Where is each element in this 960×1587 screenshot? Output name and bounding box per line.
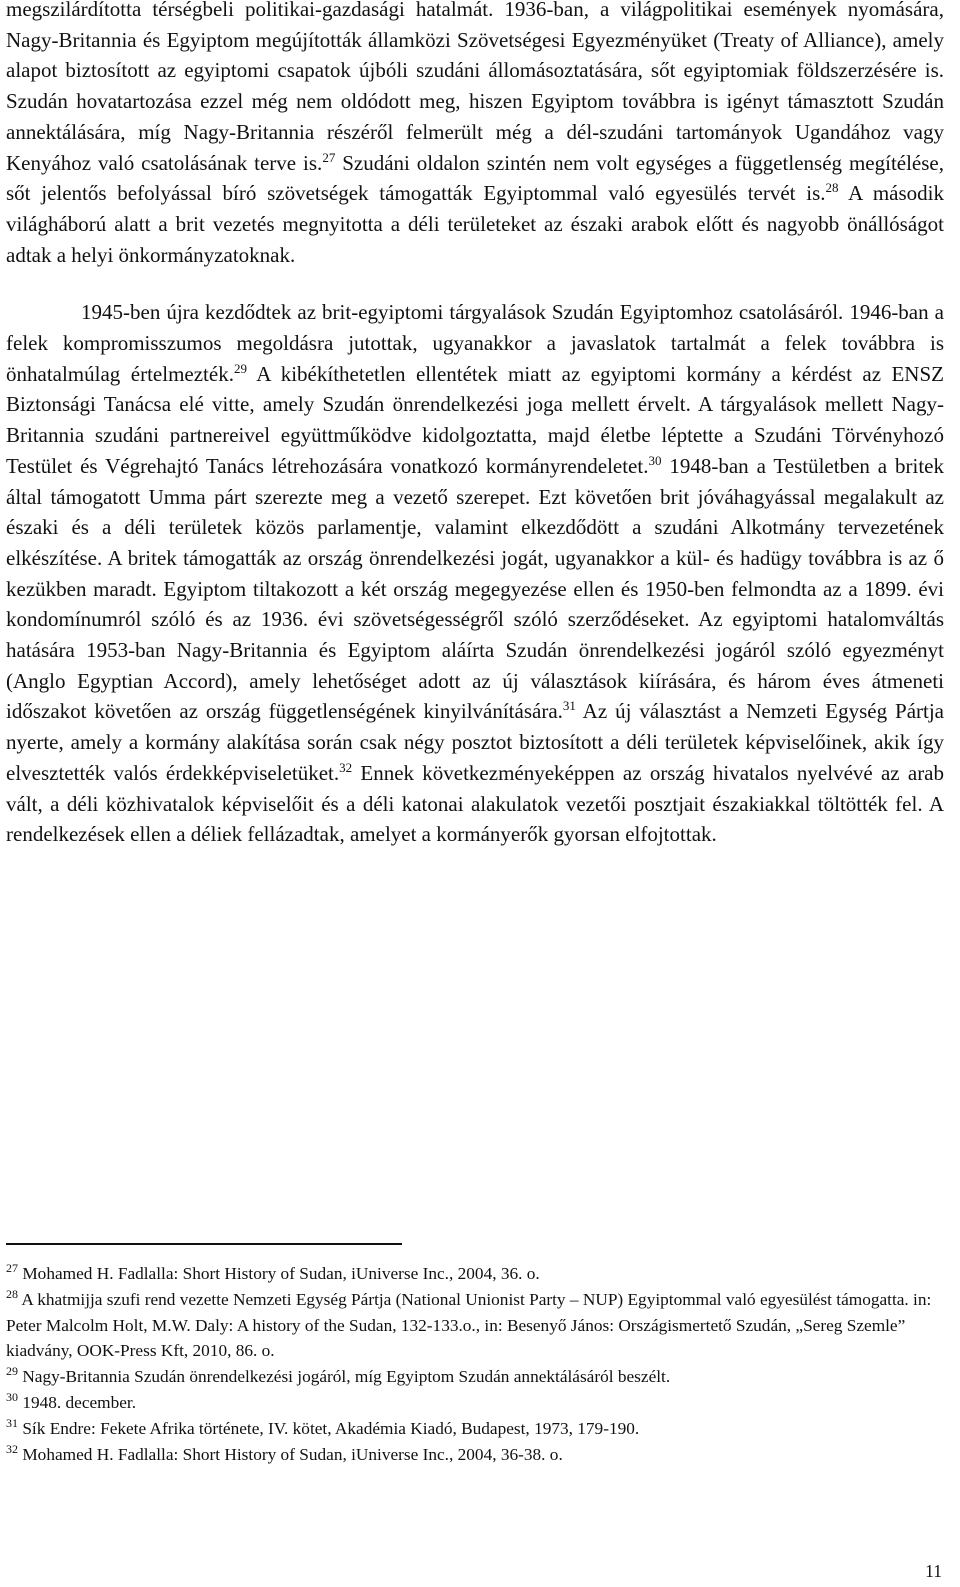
paragraph-1-text: megszilárdította térségbeli politikai-gazdasági hatalmát. 1936-ban, a világpolitikai események nyomására, Nagy-Britannia és Egyiptom megújították államközi Szövetségesi Egyezményüket (Treaty of Alliance), amely alapot biztosított az egyiptomi csapatok újbóli szudáni állomásoztatására, sőt egyiptomiak földszerzésére is. Szudán hovatartozása ezzel még nem oldódott meg, hiszen Egyiptom továbbra is igényt támasztott Szudán annektálására, míg Nagy-Britannia részéről felmerült még a dél-szudáni tartományok Ugandához vagy Kenyához való csatolásának terve is. (6, 0, 944, 175)
footnote-ref-32[interactable]: 32 (339, 759, 353, 775)
footnote-number: 27 (6, 1261, 18, 1276)
footnote-separator (6, 1243, 402, 1245)
paragraph-2-text: Az új választást a Nemzeti Egység Pártja nyerte, amely a kormány alakítása során csak négy posztot biztosított a déli területek képviselőinek, akik így elvesztették valós érdekképviseletüket. (6, 699, 944, 785)
footnote-number: 31 (6, 1416, 18, 1431)
footnote-number: 30 (6, 1390, 18, 1405)
footnote-text: Nagy-Britannia Szudán önrendelkezési jogáról, míg Egyiptom Szudán annektálásáról beszélt. (18, 1367, 671, 1387)
page-number: 11 (925, 1561, 942, 1581)
footnote-ref-30[interactable]: 30 (648, 452, 662, 468)
footnote-number: 28 (6, 1287, 18, 1302)
footnote-28 (6, 1287, 944, 1364)
paragraph-2-text: A kibékíthetetlen ellentétek miatt az egyiptomi kormány a kérdést az ENSZ Biztonsági Tanácsa elé vitte, amely Szudán önrendelkezési joga mellett érvelt. A tárgyalások mellett Nagy-Britannia szudáni partnereivel együttműködve kidolgoztatta, majd életbe léptette a Szudáni Törvényhozó Testület és Végrehajtó Tanács létrehozására vonatkozó kormányrendeletet. (6, 361, 944, 478)
footnote-text: Sík Endre: Fekete Afrika története, IV. kötet, Akadémia Kiadó, Budapest, 1973, 179-190. (18, 1418, 640, 1438)
footnote-text: Mohamed H. Fadlalla: Short History of Sudan, iUniverse Inc., 2004, 36. o. (18, 1264, 540, 1283)
footnotes (6, 1261, 944, 1467)
footnote-29 (6, 1364, 944, 1390)
footnote-number: 32 (6, 1441, 18, 1456)
footnote-ref-27[interactable]: 27 (322, 149, 336, 165)
footnote-text: A khatmijja szufi rend vezette Nemzeti Egység Pártja (National Unionist Party – NUP) Egyiptommal való egyesülést támogatta. in: Peter Malcolm Holt, M.W. Daly: A history of the Sudan, 132-133.o., in: Besenyő János: Országismertető Szudán, „Sereg Szemle” kiadvány, OOK-Press Kft, 2010, 86. o. (6, 1289, 932, 1361)
paragraph-1-text: A második világháború alatt a brit vezetés megnyitotta a déli területeket az északi arabok előtt és nagyobb önállóságot adtak a helyi önkormányzatoknak. (6, 181, 944, 267)
footnote-text: 1948. december. (18, 1392, 137, 1412)
footnote-32 (6, 1442, 944, 1468)
paragraph-2-text: Ennek következményeképpen az ország hivatalos nyelvévé az arab vált, a déli közhivatalok képviselőit és a déli katonai alakulatok vezetői posztjait északiakkal töltötték fel. A rendelkezések ellen a déliek fellázadtak, amelyet a kormányerők gyorsan elfojtottak. (6, 760, 945, 847)
body-paragraph-1 (6, 0, 944, 270)
paragraph-2-text: 1945-ben újra kezdődtek az brit-egyiptomi tárgyalások Szudán Egyiptomhoz csatolásáról. 1946-ban a felek kompromisszumos megoldásra jutottak, ugyanakkor a javaslatok tartalmát a felek továbbra is önhatalmúlag értelmezték. (6, 300, 944, 386)
footnote-ref-31[interactable]: 31 (562, 698, 576, 714)
paragraph-2-text: 1948-ban a Testületben a britek által támogatott Umma párt szerezte meg a vezető szerepet. Ezt követően brit jóváhagyással megalakult az északi és a déli területek közös parlamentje, valamint elkezdődött a szudáni Alkotmány tervezetének elkészítése. A britek támogatták az ország önrendelkezési jogát, ugyanakkor a kül- és hadügy továbbra is az ő kezükben maradt. Egyiptom tiltakozott a két ország megegyezése ellen és 1950-ben felmondta az a 1899. évi kondomínumról szóló és az 1936. évi szövetségességről szóló szerződéseket. Az egyiptomi hatalomváltás hatására 1953-ban Nagy-Britannia és Egyiptom aláírta Szudán önrendelkezési jogáról szóló egyezményt (Anglo Egyptian Accord), amely lehetőséget adott az új választások kiírására, és három éves átmeneti időszakot követően az ország függetlenségének kinyilvánítására. (6, 453, 944, 724)
footnote-27 (6, 1261, 944, 1287)
footnote-ref-29[interactable]: 29 (233, 360, 247, 376)
page-body (6, 0, 944, 850)
footnote-text: Mohamed H. Fadlalla: Short History of Sudan, iUniverse Inc., 2004, 36-38. o. (18, 1444, 563, 1464)
footnote-31 (6, 1416, 944, 1442)
footnote-30 (6, 1390, 944, 1416)
footnote-ref-28[interactable]: 28 (825, 180, 839, 196)
body-paragraph-2 (6, 297, 944, 850)
paragraph-1-text: Szudáni oldalon szintén nem volt egységes a függetlenség megítélése, sőt jelentős befolyással bíró szövetségek támogatták Egyiptommal való egyesülés tervét is. (6, 150, 944, 206)
footnote-number: 29 (6, 1364, 18, 1379)
